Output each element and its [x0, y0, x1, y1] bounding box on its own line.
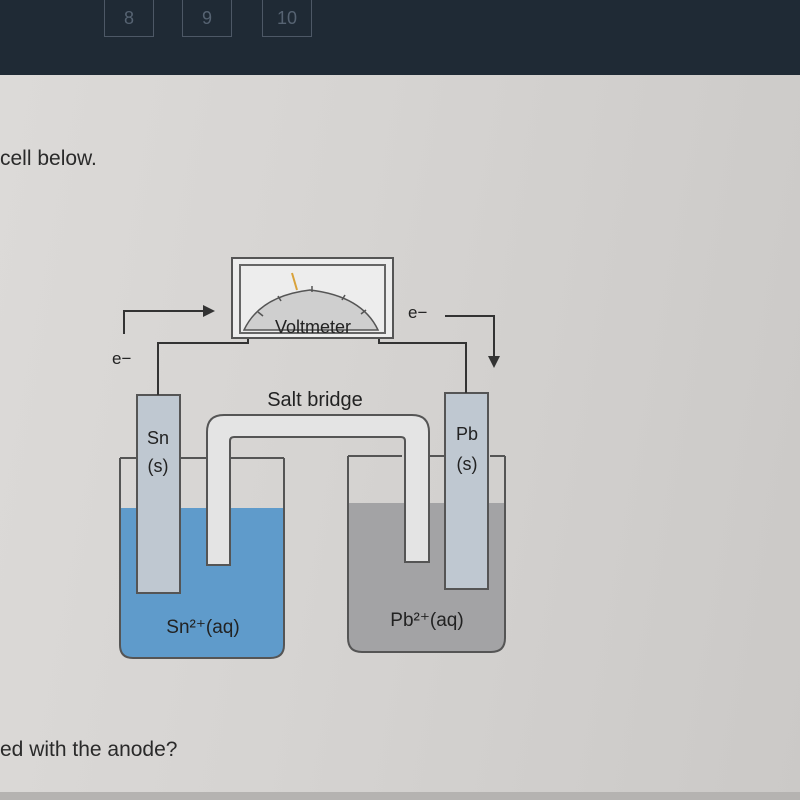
question-number: 8	[123, 8, 134, 28]
lead-electrode	[445, 393, 488, 589]
question-number: 10	[276, 8, 298, 28]
answer-area-edge	[0, 792, 800, 800]
arrowhead-right-icon	[203, 305, 215, 317]
left-electron-arrow	[124, 311, 205, 334]
left-wire	[158, 335, 248, 395]
right-wire	[379, 335, 466, 393]
salt-bridge-label: Salt bridge	[267, 389, 363, 411]
electron-label-right: e−	[408, 303, 428, 322]
right-electron-arrow	[445, 316, 494, 357]
lead-state: (s)	[456, 454, 478, 474]
lead-solution-label: Pb²⁺(aq)	[390, 610, 464, 631]
lead-symbol: Pb	[455, 424, 479, 444]
voltmeter-label: Voltmeter	[274, 317, 352, 337]
question-prompt-text: cell below.	[0, 147, 97, 170]
tin-state: (s)	[147, 456, 169, 476]
tin-electrode	[137, 395, 180, 593]
tin-solution-label: Sn²⁺(aq)	[166, 617, 240, 638]
question-number: 9	[201, 8, 212, 28]
electron-label-left: e−	[112, 349, 132, 368]
arrowhead-down-icon	[488, 356, 500, 368]
question-text: ed with the anode?	[0, 738, 178, 761]
tin-symbol: Sn	[146, 428, 170, 448]
